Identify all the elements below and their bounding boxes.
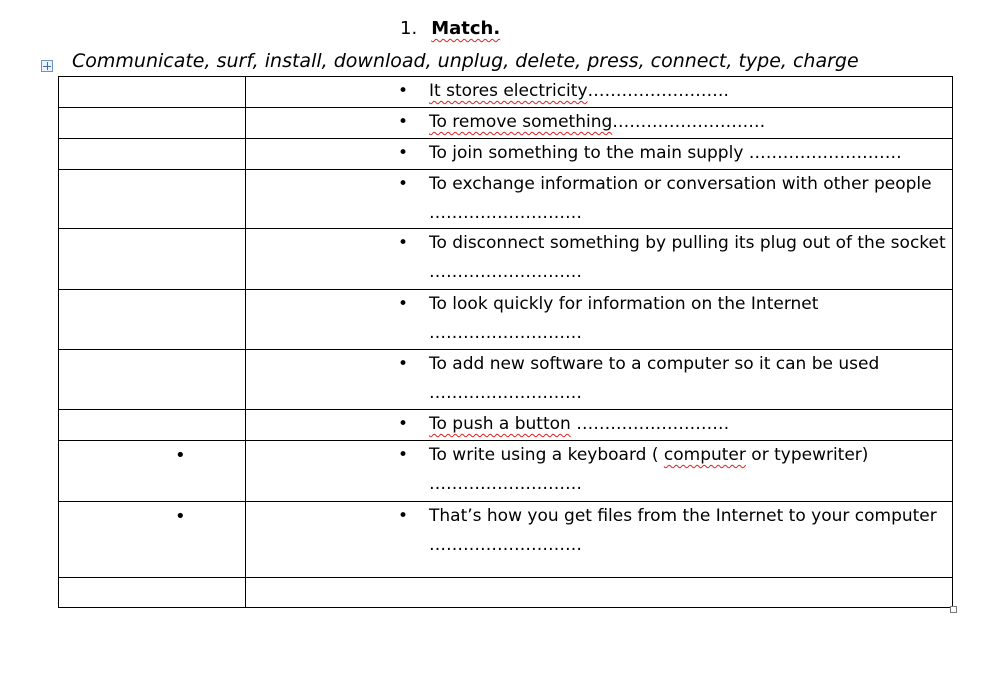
bullet-icon: • xyxy=(175,445,186,466)
definition-text: To join something to the main supply xyxy=(429,143,749,163)
definition-text: That’s how you get files from the Internet to your computer xyxy=(429,506,937,526)
answer-cell[interactable] xyxy=(59,290,246,350)
answer-cell[interactable] xyxy=(59,578,246,608)
definition-text: It stores electricity xyxy=(429,81,588,101)
definition-cell: • To exchange information or conversation with other people ……………………… xyxy=(246,170,953,229)
answer-cell[interactable] xyxy=(59,108,246,139)
table-move-handle-icon[interactable] xyxy=(41,60,53,72)
definition-text: To write using a keyboard ( xyxy=(429,445,664,465)
answer-cell[interactable] xyxy=(59,410,246,441)
definition-cell: • That’s how you get files from the Internet to your computer ……………………… xyxy=(246,502,953,578)
exercise-heading xyxy=(400,18,500,39)
bullet-icon: • xyxy=(398,143,409,163)
definition-text: To exchange information or conversation with other people xyxy=(429,174,932,194)
definition-text: To push a button xyxy=(429,414,571,434)
answer-cell[interactable] xyxy=(59,502,246,578)
bullet-icon: • xyxy=(398,445,409,465)
definition-cell: • To add new software to a computer so it can be used ……………………… xyxy=(246,350,953,410)
answer-cell[interactable] xyxy=(59,77,246,108)
table-row xyxy=(59,502,953,578)
bullet-icon: • xyxy=(398,233,409,253)
table-row xyxy=(59,108,953,139)
table-resize-handle-icon[interactable] xyxy=(950,606,957,613)
bullet-icon: • xyxy=(398,506,409,526)
definition-cell: • To remove something……………………… xyxy=(246,108,953,139)
definition-cell: • It stores electricity……………………. xyxy=(246,77,953,108)
table-row xyxy=(59,77,953,108)
answer-cell[interactable] xyxy=(59,170,246,229)
definition-cell: • To write using a keyboard ( computer or typewriter) ……………………… xyxy=(246,441,953,502)
answer-cell[interactable] xyxy=(59,441,246,502)
definition-text: To disconnect something by pulling its plug out of the socket xyxy=(429,233,946,253)
table-row xyxy=(59,139,953,170)
definition-cell[interactable] xyxy=(246,578,953,608)
word-bank: Communicate, surf, install, download, unplug, delete, press, connect, type, charge xyxy=(72,50,859,72)
table-row xyxy=(59,410,953,441)
exercise-number: 1. xyxy=(400,18,418,39)
bullet-icon: • xyxy=(398,354,409,374)
answer-cell[interactable] xyxy=(59,229,246,290)
table-row xyxy=(59,578,953,608)
table-row xyxy=(59,229,953,290)
bullet-icon: • xyxy=(398,112,409,132)
match-table xyxy=(58,76,953,608)
definition-cell: • To look quickly for information on the Internet ……………………… xyxy=(246,290,953,350)
table-row xyxy=(59,441,953,502)
definition-text: To look quickly for information on the Internet xyxy=(429,294,819,314)
table-row xyxy=(59,350,953,410)
definition-text: To add new software to a computer so it can be used xyxy=(429,354,880,374)
answer-cell[interactable] xyxy=(59,350,246,410)
exercise-title: Match. xyxy=(431,18,501,39)
definition-cell: • To disconnect something by pulling its plug out of the socket ……………………… xyxy=(246,229,953,290)
bullet-icon: • xyxy=(398,294,409,314)
definition-cell: • To join something to the main supply ……………………… xyxy=(246,139,953,170)
bullet-icon: • xyxy=(398,81,409,101)
bullet-icon: • xyxy=(398,414,409,434)
bullet-icon: • xyxy=(398,174,409,194)
bullet-icon: • xyxy=(175,506,186,527)
answer-cell[interactable] xyxy=(59,139,246,170)
definition-text: To remove something xyxy=(429,112,613,132)
table-row xyxy=(59,290,953,350)
table-row xyxy=(59,170,953,229)
definition-cell: • To push a button ……………………… xyxy=(246,410,953,441)
